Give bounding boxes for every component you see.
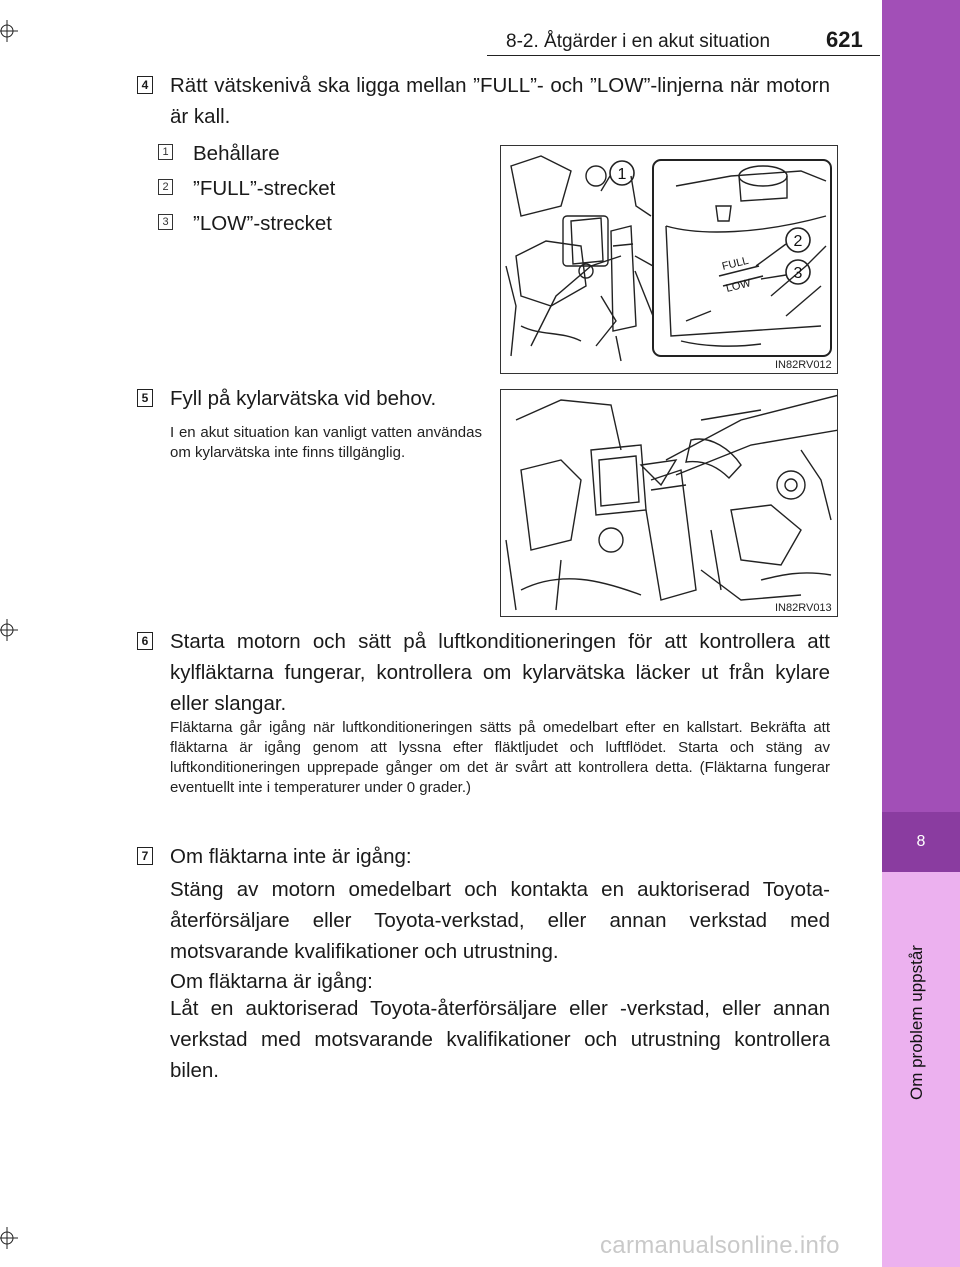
chapter-number: 8	[882, 812, 960, 872]
figure-code: IN82RV013	[775, 602, 832, 614]
step-paragraph: Stäng av motorn omedelbart och kontakta en auktoriserad Toyota-återförsäljare eller Toyota-verkstad, eller annan verkstad med motsvarande kvalifikationer och utrustning.	[170, 878, 830, 963]
item-number: 1	[158, 144, 173, 160]
step-note: Fläktarna går igång när luftkonditioneringen sätts på omedelbart efter en kallstart. Bekräfta att fläktarna är igång genom att lyssna efter fläktljudet och luftflödet. Starta och stäng av luftkonditioneringen upprepade gånger om det är svårt att kontrollera detta. (Fläktarna fungerar eventuellt inte i temperaturer under 0 grader.)	[170, 719, 830, 796]
step-paragraph: Låt en auktoriserad Toyota-återförsäljare eller -verkstad, eller annan verkstad med motsvarande kvalifikationer och utrustning kontrollera bilen.	[170, 997, 830, 1082]
item-label: ”LOW”-strecket	[193, 212, 332, 235]
page-number: 621	[826, 27, 863, 52]
section-title: 8-2. Åtgärder i en akut situation	[506, 31, 771, 52]
step-text: Rätt vätskenivå ska ligga mellan ”FULL”- och ”LOW”-linjerna när motorn är kall.	[170, 74, 830, 128]
callout-1: 1	[617, 166, 627, 183]
crop-mark-bottom-left	[0, 1227, 18, 1249]
full-mark: FULL	[720, 254, 750, 273]
chapter-label: Om problem uppstår	[907, 945, 926, 1100]
crop-mark-mid-left	[0, 619, 18, 641]
step-number: 5	[137, 389, 153, 407]
watermark: carmanualsonline.info	[600, 1232, 840, 1259]
step-note: I en akut situation kan vanligt vatten användas om kylarvätska inte finns tillgänglig.	[170, 424, 482, 461]
figure-code: IN82RV012	[775, 359, 832, 371]
coolant-reservoir-illustration	[500, 145, 838, 374]
crop-mark-top-left	[0, 20, 18, 42]
step-number: 4	[137, 76, 153, 94]
chapter-tab	[882, 0, 960, 812]
step-text: Fyll på kylarvätska vid behov.	[170, 387, 437, 410]
item-label: Behållare	[193, 142, 280, 165]
callout-2: 2	[793, 233, 803, 250]
low-mark: LOW	[724, 277, 753, 295]
callout-3: 3	[793, 265, 803, 282]
step-number: 7	[137, 847, 153, 865]
step-paragraph-heading: Om fläktarna är igång:	[170, 970, 373, 993]
header-rule	[487, 55, 880, 56]
item-number: 3	[158, 214, 173, 230]
item-label: ”FULL”-strecket	[193, 177, 336, 200]
step-text: Om fläktarna inte är igång:	[170, 845, 412, 868]
item-number: 2	[158, 179, 173, 195]
refill-coolant-illustration	[500, 389, 838, 617]
step-number: 6	[137, 632, 153, 650]
step-text: Starta motorn och sätt på luftkonditioneringen för att kontrollera att kylfläktarna fungerar, kontrollera om kylarvätska läcker ut från kylare eller slangar.	[170, 630, 830, 715]
